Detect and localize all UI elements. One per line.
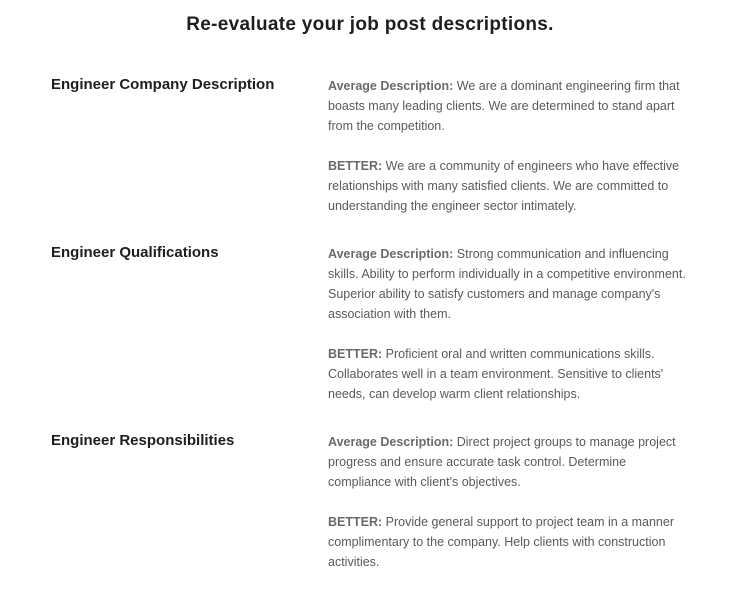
better-label: BETTER: xyxy=(328,347,383,361)
better-text: Provide general support to project team in a manner complimentary to the company. Help clients with construction activities. xyxy=(328,515,674,569)
average-description xyxy=(328,244,688,324)
average-label: Average Description: xyxy=(328,79,454,93)
average-text: Direct project groups to manage project progress and ensure accurate task control. Determine compliance with client's objectives. xyxy=(328,435,676,489)
section-body xyxy=(328,432,688,592)
section-heading: Engineer Company Description xyxy=(51,76,275,93)
better-label: BETTER: xyxy=(328,159,383,173)
better-description xyxy=(328,512,688,572)
average-label: Average Description: xyxy=(328,247,454,261)
better-text: We are a community of engineers who have effective relationships with many satisfied clients. We are committed to understanding the engineer sector intimately. xyxy=(328,159,680,213)
better-label: BETTER: xyxy=(328,515,383,529)
average-text: We are a dominant engineering firm that boasts many leading clients. We are determined to stand apart from the competition. xyxy=(328,79,680,133)
average-description xyxy=(328,76,688,136)
better-description xyxy=(328,344,688,404)
average-text: Strong communication and influencing skills. Ability to perform individually in a competitive environment. Superior ability to satisfy customers and manage company's association with them. xyxy=(328,247,686,321)
section-body xyxy=(328,76,688,236)
better-description xyxy=(328,156,688,216)
section-heading: Engineer Qualifications xyxy=(51,244,219,261)
page-title: Re-evaluate your job post descriptions. xyxy=(186,14,554,35)
section-heading: Engineer Responsibilities xyxy=(51,432,235,449)
average-description xyxy=(328,432,688,492)
average-label: Average Description: xyxy=(328,435,454,449)
better-text: Proficient oral and written communications skills. Collaborates well in a team environment. Sensitive to clients' needs, can develop warm client relationships. xyxy=(328,347,664,401)
section-body xyxy=(328,244,688,424)
